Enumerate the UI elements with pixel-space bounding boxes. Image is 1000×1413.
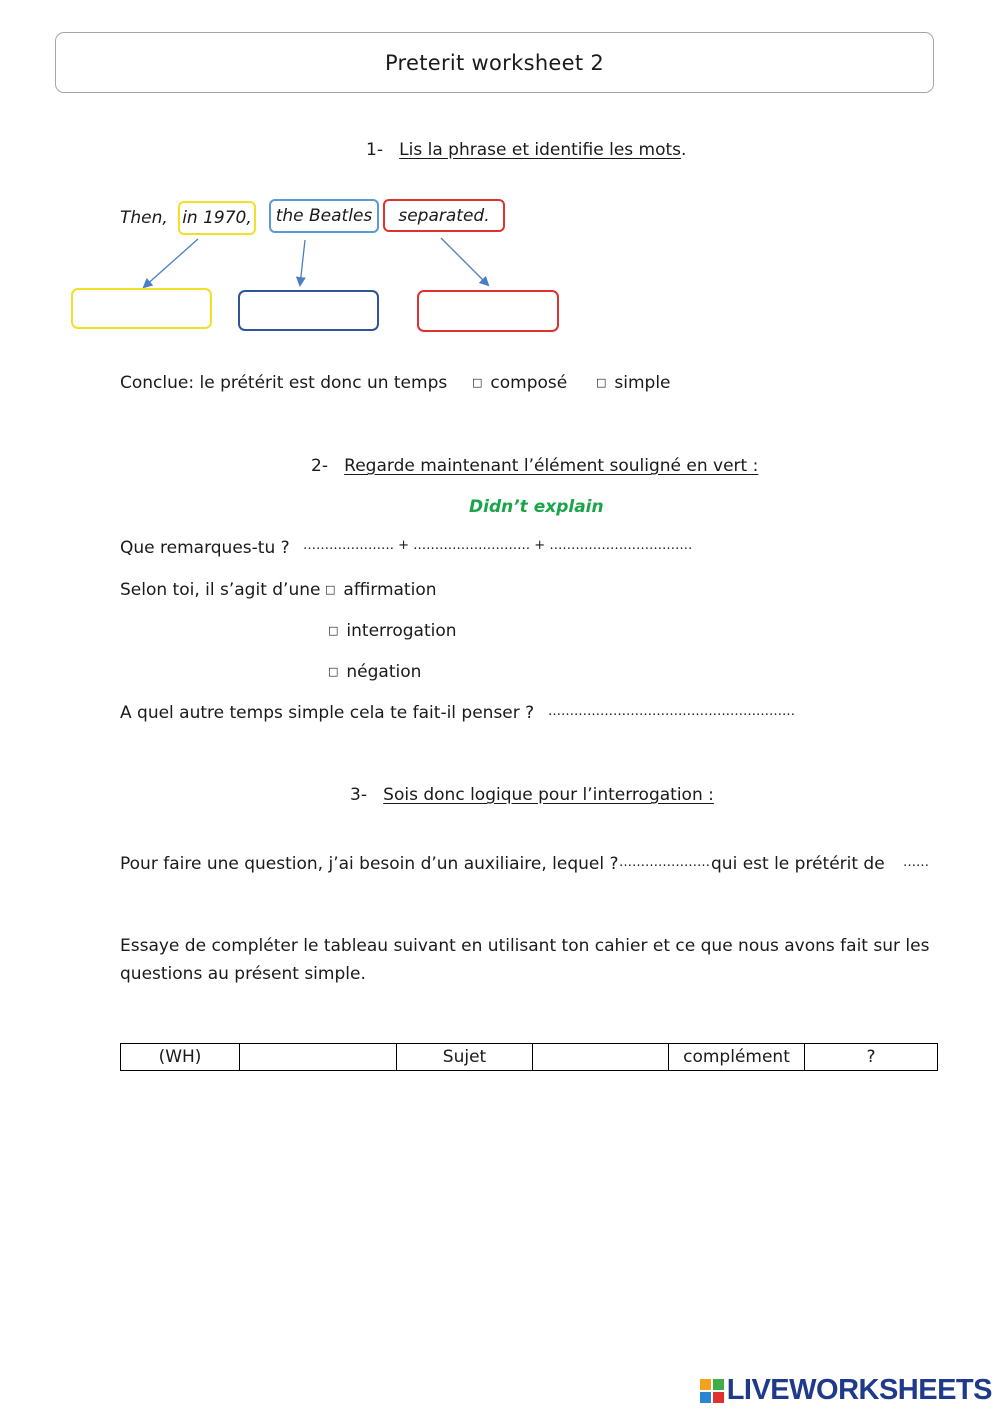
aux-question-a: Pour faire une question, j’ai besoin d’un auxiliaire, lequel ? [120,854,619,874]
option-affirmation[interactable] [325,580,437,600]
section1-number: 1- [366,140,383,160]
instruction-line-1: Essaye de compléter le tableau suivant en utilisant ton cahier et ce que nous avons fait sur les [120,936,930,956]
option-interrogation[interactable] [328,621,457,641]
table-cell-wh: (WH) [121,1044,240,1071]
checkbox-icon[interactable]: □ [596,376,607,389]
liveworksheets-logo [700,1374,992,1407]
tense-question: A quel autre temps simple cela te fait-il penser ? [120,703,535,723]
checkbox-icon[interactable]: □ [325,583,336,596]
arrow-time [144,239,198,287]
example-underlined-green: Didn’t explain [469,497,604,517]
table-cell-question-mark: ? [805,1044,938,1071]
answer-box-time[interactable] [71,288,212,329]
arrows-diagram [0,0,1000,300]
answer-box-verb[interactable] [417,290,559,332]
word-time: in 1970, [182,208,252,228]
brand-name: LIVEWORKSHEETS [726,1374,992,1406]
checkbox-icon[interactable]: □ [472,376,483,389]
option-compose-label: composé [490,373,568,393]
aux-blank-2[interactable]: …… [903,855,929,870]
conclusion-text: Conclue: le prétérit est donc un temps [120,373,448,393]
checkbox-icon[interactable]: □ [328,665,339,678]
option-simple[interactable] [596,373,671,393]
aux-question-b: qui est le prétérit de [711,854,885,874]
option-negation[interactable] [328,662,421,682]
checkbox-icon[interactable]: □ [328,624,339,637]
remark-blank[interactable]: ………………… + ……………………… + …………………………… [303,538,693,553]
table-cell-blank-1[interactable] [240,1044,397,1071]
answer-box-subject[interactable] [238,290,379,331]
option-negation-label: négation [346,662,422,682]
option-affirmation-label: affirmation [343,580,437,600]
option-simple-label: simple [614,373,671,393]
section1-heading-text: Lis la phrase et identifie les mots [399,140,682,160]
arrow-subject [300,240,305,285]
table-cell-blank-2[interactable] [533,1044,669,1071]
option-interrogation-label: interrogation [346,621,457,641]
instruction-line-2: questions au présent simple. [120,964,366,984]
remark-question: Que remarques-tu ? [120,538,290,558]
section2-heading [311,456,758,476]
liveworksheets-mark-icon [700,1379,724,1403]
word-verb: separated. [398,205,490,226]
sentence-start: Then, [120,208,168,228]
remark-line [120,538,290,558]
section3-number: 3- [350,785,367,805]
type-question: Selon toi, il s’agit d’une [120,580,321,600]
question-structure-table [120,1043,938,1071]
table-cell-subject: Sujet [397,1044,533,1071]
word-subject: the Beatles [275,206,373,226]
worksheet-title: Preterit worksheet 2 [55,32,934,93]
section2-number: 2- [311,456,328,476]
table-cell-complement: complément [669,1044,805,1071]
section3-heading-text: Sois donc logique pour l’interrogation : [383,785,714,805]
aux-blank[interactable]: ………………… [619,855,710,870]
conclusion-line [120,373,447,393]
option-compose[interactable] [472,373,567,393]
section1-heading-end: . [681,140,687,160]
table-row [121,1044,938,1071]
tense-blank[interactable]: ………………………………………………… [548,704,795,719]
section3-heading [350,785,714,805]
section2-heading-text: Regarde maintenant l’élément souligné en vert : [344,456,759,476]
arrow-verb [441,238,488,285]
